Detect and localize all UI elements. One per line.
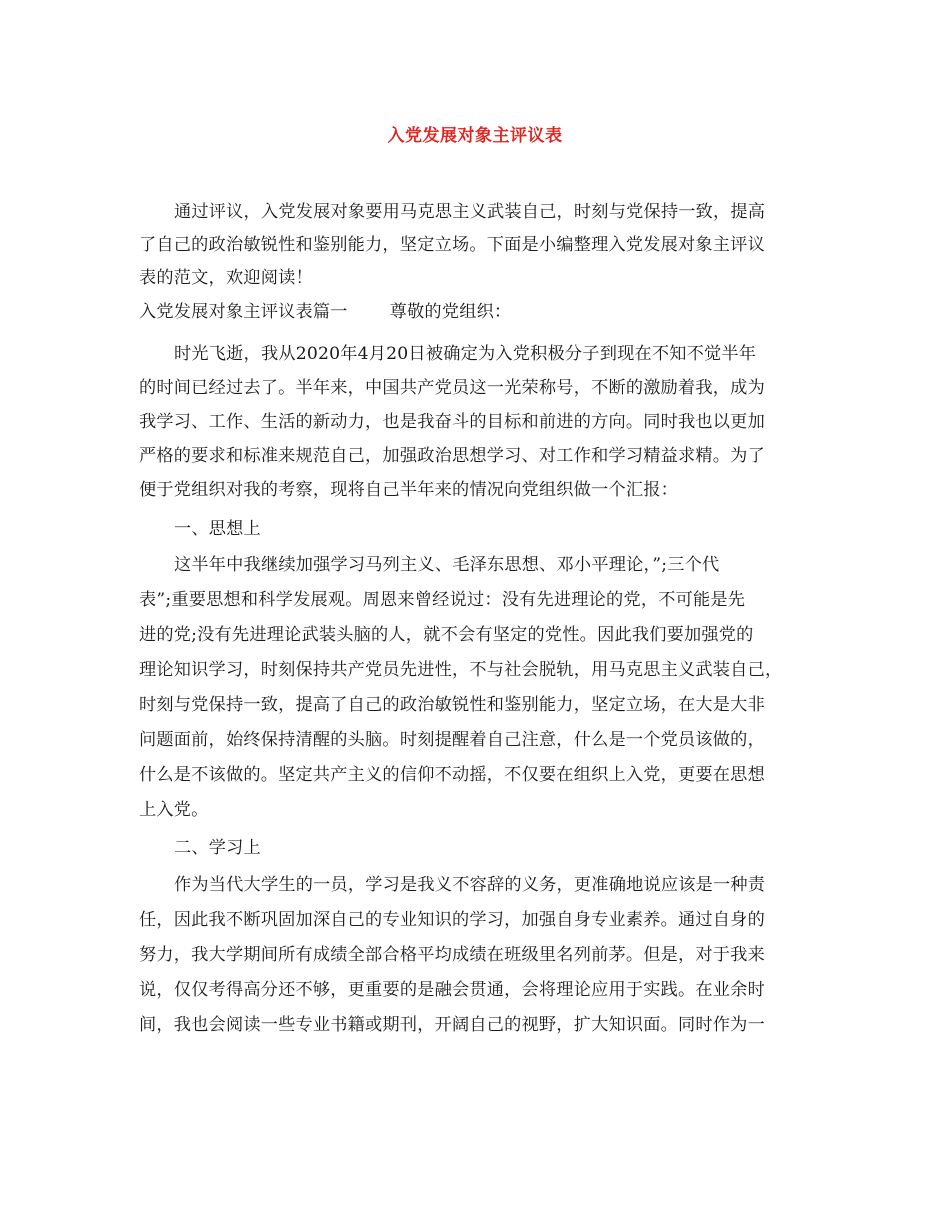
paragraph-line: 表”;重要思想和科学发展观。周恩来曾经说过：没有先进理论的党，不可能是先 [139, 590, 746, 610]
paragraph-line: 任，因此我不断巩固加深自己的专业知识的学习，加强自身专业素养。通过自身的 [139, 910, 765, 930]
paragraph-line: 这半年中我继续加强学习马列主义、毛泽东思想、邓小平理论，”;三个代 [174, 555, 720, 575]
document-title: 入党发展对象主评议表 [387, 126, 563, 146]
subsection-heading: 二、学习上 [174, 838, 261, 858]
paragraph-line: 进的党;没有先进理论武装头脑的人，就不会有坚定的党性。因此我们要加强党的 [139, 625, 754, 645]
paragraph-line: 努力，我大学期间所有成绩全部合格平均成绩在班级里名列前茅。但是，对于我来 [139, 945, 765, 965]
paragraph-line: 理论知识学习，时刻保持共产党员先进性，不与社会脱轨，用马克思主义武装自己， [139, 660, 783, 680]
paragraph-line: 通过评议，入党发展对象要用马克思主义武装自己，时刻与党保持一致，提高 [174, 202, 766, 222]
section-heading-line [139, 300, 511, 324]
paragraph-line: 严格的要求和标准来规范自己，加强政治思想学习、对工作和学习精益求精。为了 [139, 446, 765, 466]
paragraph-line: 上入党。 [139, 800, 209, 820]
section-heading: 入党发展对象主评议表篇一 [139, 302, 348, 322]
paragraph-line: 问题面前，始终保持清醒的头脑。时刻提醒着自己注意，什么是一个党员该做的， [139, 730, 765, 750]
paragraph-line: 的时间已经过去了。半年来，中国共产党员这一光荣称号，不断的激励着我，成为 [139, 378, 765, 398]
paragraph-line: 时刻与党保持一致，提高了自己的政治敏锐性和鉴别能力，坚定立场，在大是大非 [139, 695, 765, 715]
paragraph-line: 便于党组织对我的考察，现将自己半年来的情况向党组织做一个汇报： [139, 480, 679, 500]
paragraph-line: 什么是不该做的。坚定共产主义的信仰不动摇，不仅要在组织上入党，更要在思想 [139, 765, 765, 785]
paragraph-line: 我学习、工作、生活的新动力，也是我奋斗的目标和前进的方向。同时我也以更加 [139, 412, 765, 432]
paragraph-line: 时光飞逝，我从2020年4月20日被确定为入党积极分子到现在不知不觉半年 [174, 344, 757, 364]
paragraph-line: 说，仅仅考得高分还不够，更重要的是融会贯通，会将理论应用于实践。在业余时 [139, 980, 765, 1000]
paragraph-line: 间，我也会阅读一些专业书籍或期刊，开阔自己的视野，扩大知识面。同时作为一 [139, 1015, 765, 1035]
salutation: 尊敬的党组织： [389, 302, 512, 322]
subsection-heading: 一、思想上 [174, 519, 261, 539]
paragraph-line: 表的范文，欢迎阅读！ [139, 268, 313, 288]
paragraph-line: 了自己的政治敏锐性和鉴别能力，坚定立场。下面是小编整理入党发展对象主评议 [139, 235, 765, 255]
paragraph-line: 作为当代大学生的一员，学习是我义不容辞的义务，更准确地说应该是一种责 [174, 875, 766, 895]
